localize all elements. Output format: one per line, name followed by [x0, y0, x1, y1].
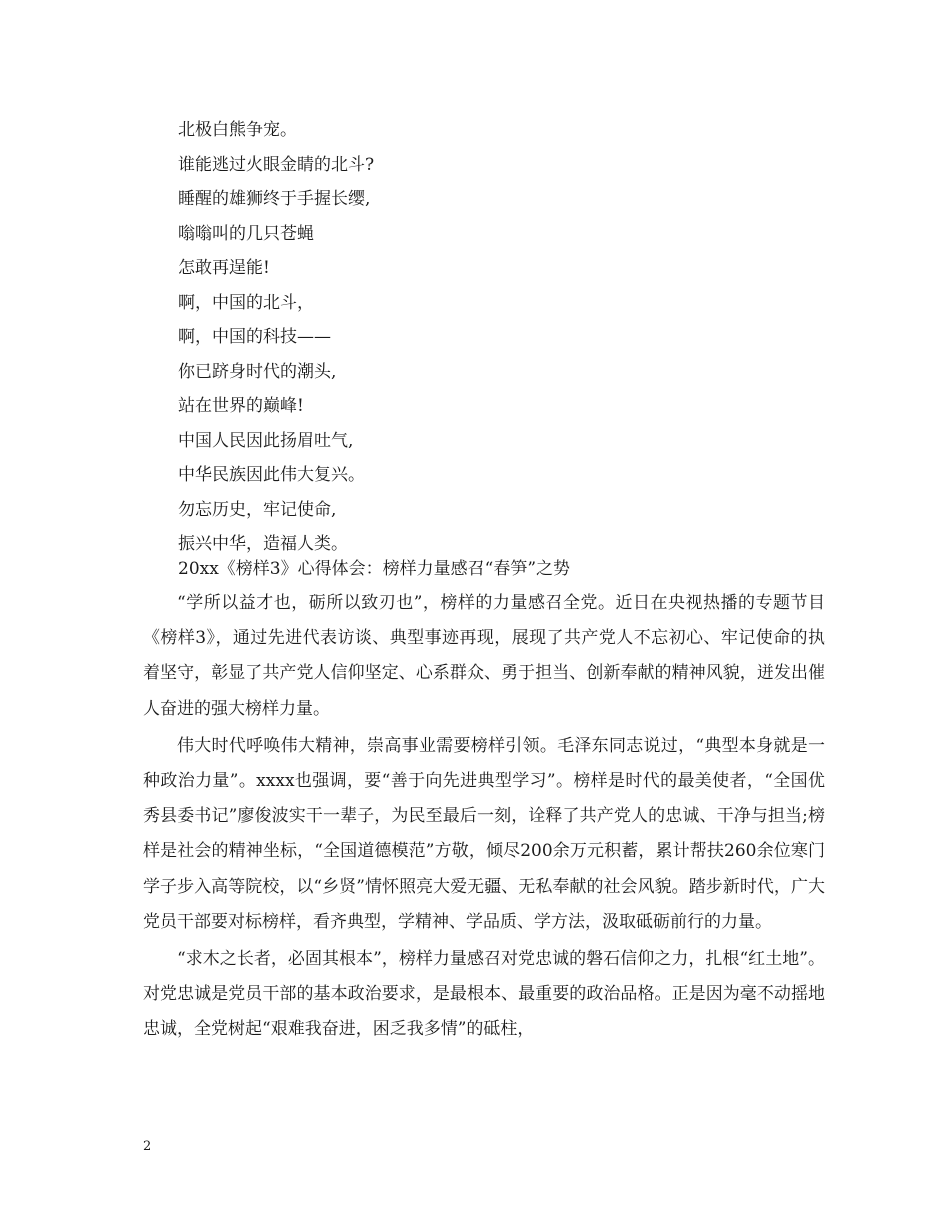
- poem-line: 睡醒的雄狮终于手握长缨,: [178, 189, 371, 209]
- poem-line: 勿忘历史，牢记使命,: [178, 499, 337, 520]
- poem-line: 谁能逃过火眼金睛的北斗?: [178, 154, 375, 175]
- poem-line: 北极白熊争宠。: [178, 120, 297, 140]
- poem-line: 中国人民因此扬眉吐气,: [178, 430, 354, 451]
- poem-line: 中华民族因此伟大复兴。: [178, 465, 365, 485]
- poem-block: [178, 113, 828, 562]
- poem-line: 啊，中国的北斗，: [178, 292, 314, 313]
- section-heading: 20xx《榜样3》心得体会：榜样力量感召“春笋”之势: [178, 559, 571, 579]
- poem-line: 嗡嗡叫的几只苍蝇: [178, 223, 314, 244]
- body-text: [143, 586, 825, 1050]
- page-number: 2: [143, 1139, 152, 1154]
- paragraph: “求木之长者，必固其根本”，榜样力量感召对党忠诚的磐石信仰之力，扎根“红土地”。对党忠诚是党员干部的基本政治要求，是最根本、最重要的政治品格。正是因为毫不动摇地忠诚，全党树起“艰难我奋进，困乏我多情”的砥柱，: [143, 949, 825, 1040]
- poem-line: 你已跻身时代的潮头,: [178, 361, 337, 382]
- poem-line: 啊，中国的科技——: [178, 327, 331, 347]
- poem-line: 站在世界的巅峰!: [178, 396, 304, 416]
- paragraph: 伟大时代呼唤伟大精神，崇高事业需要榜样引领。毛泽东同志说过，“典型本身就是一种政治力量”。xxxx也强调，要“善于向先进典型学习”。榜样是时代的最美使者，“全国优秀县委书记”廖俊波实干一辈子，为民至最后一刻，诠释了共产党人的忠诚、干净与担当;榜样是社会的精神坐标，“全国道德模范”方敬，倾尽200余万元积蓄，累计帮扶260余位寒门学子步入高等院校，以“乡贤”情怀照亮大爱无疆、无私奉献的社会风貌。踏步新时代，广大党员干部要对标榜样，看齐典型，学精神、学品质、学方法，汲取砥砺前行的力量。: [143, 735, 825, 932]
- poem-line: 怎敢再逞能!: [178, 258, 270, 278]
- paragraph: “学所以益才也，砺所以致刃也”，榜样的力量感召全党。近日在央视热播的专题节目《榜样3》，通过先进代表访谈、典型事迹再现，展现了共产党人不忘初心、牢记使命的执着坚守，彰显了共产党人信仰坚定、心系群众、勇于担当、创新奉献的精神风貌，迸发出催人奋进的强大榜样力量。: [143, 593, 825, 719]
- poem-line: 振兴中华，造福人类。: [178, 534, 348, 554]
